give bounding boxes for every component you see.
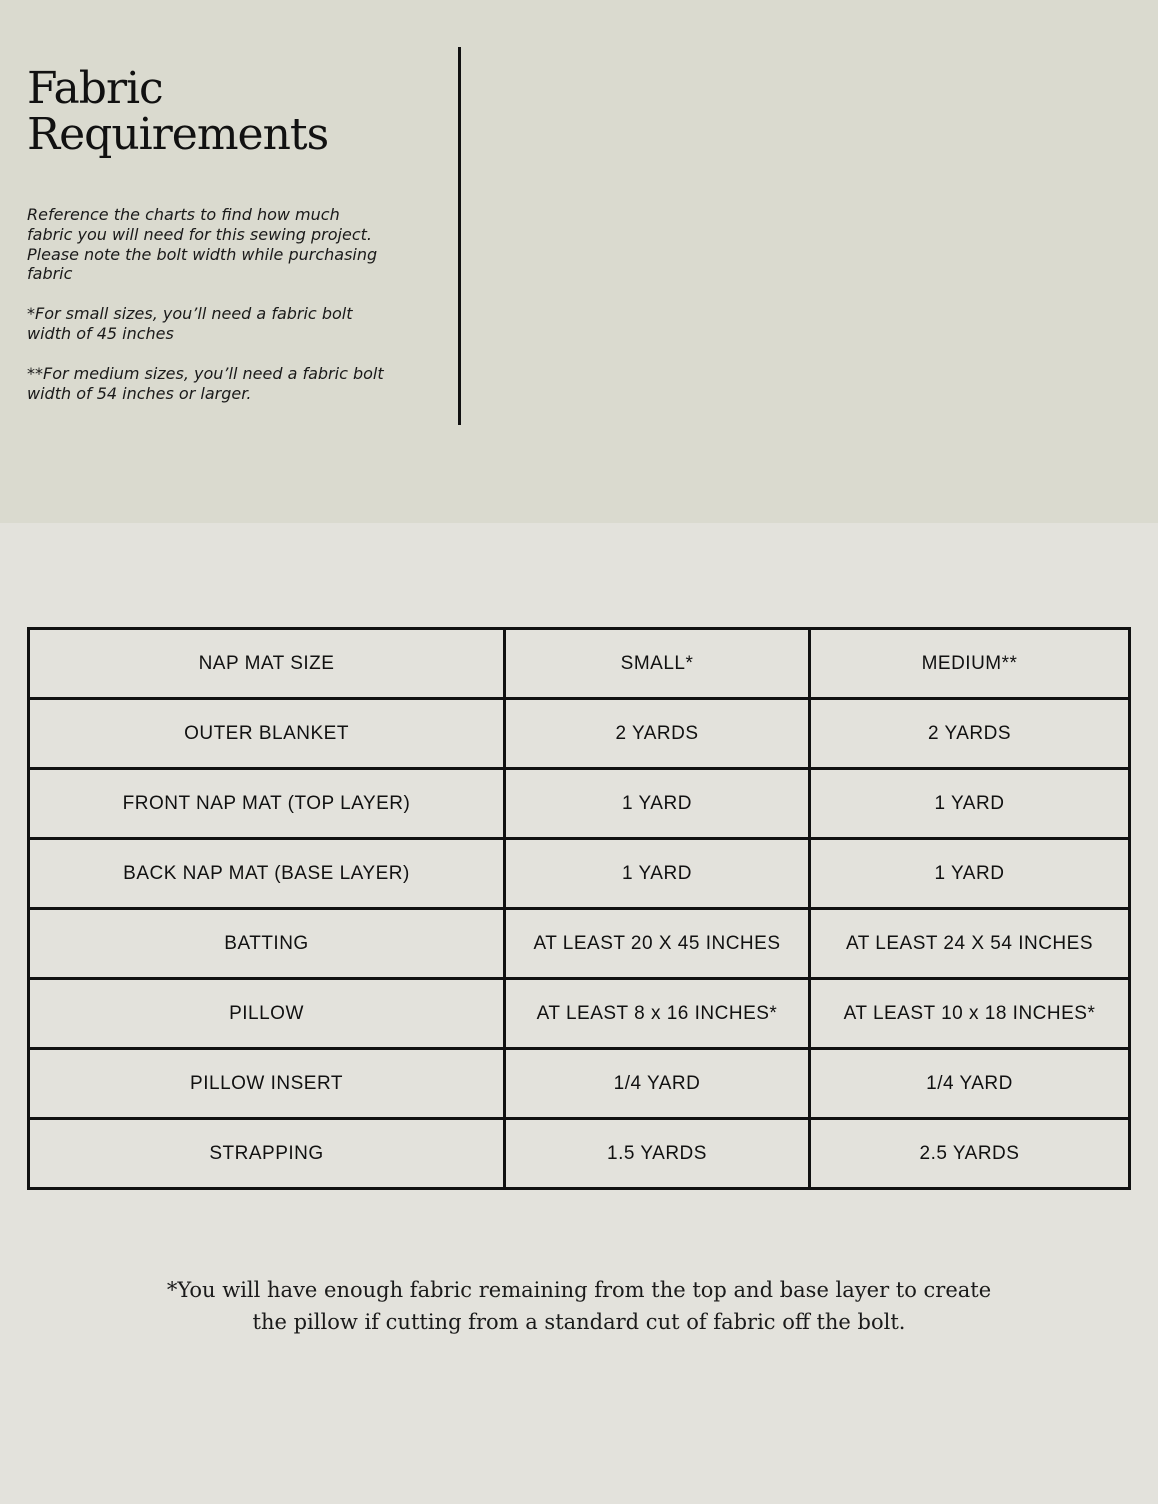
header-cell-small: SMALL* — [505, 629, 810, 699]
page-title-line-1: Fabric — [27, 63, 163, 114]
medium-value: AT LEAST 10 x 18 INCHES* — [810, 979, 1130, 1049]
small-value: 1.5 YARDS — [505, 1119, 810, 1189]
row-label: OUTER BLANKET — [29, 699, 505, 769]
table-row — [29, 699, 1130, 769]
small-value: 1/4 YARD — [505, 1049, 810, 1119]
table-row — [29, 769, 1130, 839]
row-label: PILLOW INSERT — [29, 1049, 505, 1119]
table-row — [29, 1049, 1130, 1119]
footnote-line-1: *You will have enough fabric remaining from the top and base layer to create — [166, 1278, 992, 1302]
medium-value: 1/4 YARD — [810, 1049, 1130, 1119]
small-value: 1 YARD — [505, 769, 810, 839]
row-label: BATTING — [29, 909, 505, 979]
row-label: PILLOW — [29, 979, 505, 1049]
small-value: 1 YARD — [505, 839, 810, 909]
table-row — [29, 979, 1130, 1049]
pillow-footnote — [0, 1274, 1158, 1338]
row-label: STRAPPING — [29, 1119, 505, 1189]
header-cell-medium: MEDIUM** — [810, 629, 1130, 699]
table-header-row — [29, 629, 1130, 699]
small-size-note: *For small sizes, you’ll need a fabric bolt width of 45 inches — [27, 304, 353, 343]
small-value: AT LEAST 8 x 16 INCHES* — [505, 979, 810, 1049]
footnote-line-2: the pillow if cutting from a standard cut of fabric off the bolt. — [252, 1310, 906, 1334]
page-title — [27, 63, 329, 160]
page-title-line-2: Requirements — [27, 109, 329, 160]
medium-value: 2 YARDS — [810, 699, 1130, 769]
row-label: FRONT NAP MAT (TOP LAYER) — [29, 769, 505, 839]
medium-value: AT LEAST 24 X 54 INCHES — [810, 909, 1130, 979]
table-row — [29, 1119, 1130, 1189]
medium-value: 1 YARD — [810, 839, 1130, 909]
table-row — [29, 909, 1130, 979]
small-value: 2 YARDS — [505, 699, 810, 769]
medium-value: 1 YARD — [810, 769, 1130, 839]
medium-value: 2.5 YARDS — [810, 1119, 1130, 1189]
header-cell-size: NAP MAT SIZE — [29, 629, 505, 699]
vertical-divider — [458, 47, 461, 425]
small-value: AT LEAST 20 X 45 INCHES — [505, 909, 810, 979]
medium-size-note: **For medium sizes, you’ll need a fabric bolt width of 54 inches or larger. — [27, 363, 384, 403]
intro-text — [27, 205, 387, 423]
fabric-requirements-table — [27, 627, 1131, 1190]
table-row — [29, 839, 1130, 909]
intro-paragraph: Reference the charts to find how much fabric you will need for this sewing project. Please note the bolt width while purchasing fabric — [27, 205, 378, 284]
row-label: BACK NAP MAT (BASE LAYER) — [29, 839, 505, 909]
